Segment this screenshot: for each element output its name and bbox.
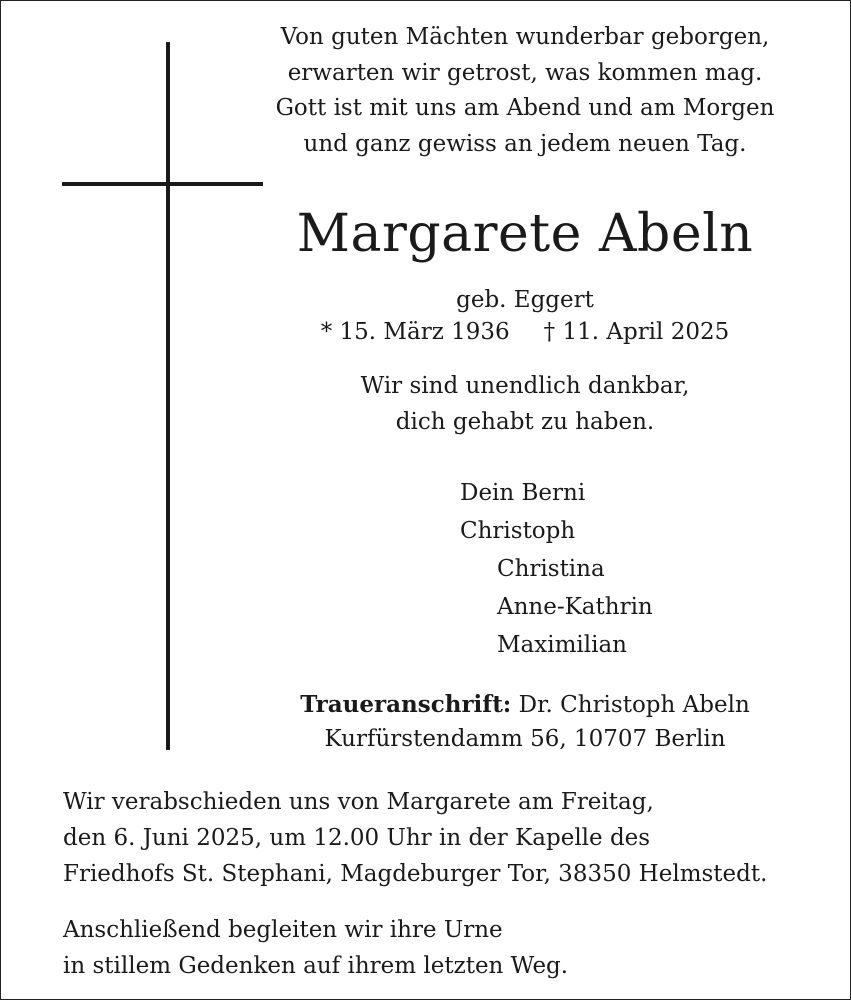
life-dates	[260, 316, 790, 348]
poem-line: Von guten Mächten wunderbar geborgen,	[280, 24, 770, 50]
closing-line: Anschließend begleiten wir ihre Urne	[63, 917, 503, 943]
family-member: Anne-Kathrin	[497, 594, 653, 620]
maiden-name: geb. Eggert	[456, 287, 594, 313]
gratitude-line: Wir sind unendlich dankbar,	[360, 373, 690, 399]
family-member: Dein Berni	[460, 480, 586, 506]
gratitude-line: dich gehabt zu haben.	[395, 409, 655, 435]
family-member: Christoph	[460, 518, 576, 544]
cross-vertical-bar	[166, 42, 170, 750]
birth-date: * 15. März 1936	[320, 319, 510, 345]
closing-line: in stillem Gedenken auf ihrem letzten Weg.	[63, 953, 569, 979]
family-member: Maximilian	[497, 632, 627, 658]
address-contact: Dr. Christoph Abeln	[511, 692, 750, 718]
poem	[260, 20, 790, 162]
farewell-line: Wir verabschieden uns von Margarete am Freitag,	[63, 789, 654, 815]
address-label: Traueranschrift:	[300, 691, 512, 718]
poem-line: Gott ist mit uns am Abend und am Morgen	[275, 95, 775, 121]
mourning-address	[260, 688, 790, 756]
death-date: † 11. April 2025	[543, 319, 730, 345]
deceased-name: Margarete Abeln	[296, 204, 754, 264]
cross-horizontal-bar	[62, 182, 263, 186]
closing-text	[63, 912, 568, 984]
farewell-line: Friedhofs St. Stephani, Magdeburger Tor, 38350 Helmstedt.	[63, 861, 768, 887]
gratitude-text	[260, 368, 790, 440]
poem-line: erwarten wir getrost, was kommen mag.	[287, 59, 763, 86]
family-member: Christina	[497, 556, 605, 582]
farewell-line: den 6. Juni 2025, um 12.00 Uhr in der Kapelle des	[63, 825, 651, 851]
poem-line: und ganz gewiss an jedem neuen Tag.	[303, 130, 747, 157]
address-street: Kurfürstendamm 56, 10707 Berlin	[324, 726, 726, 752]
farewell-text	[63, 784, 767, 892]
